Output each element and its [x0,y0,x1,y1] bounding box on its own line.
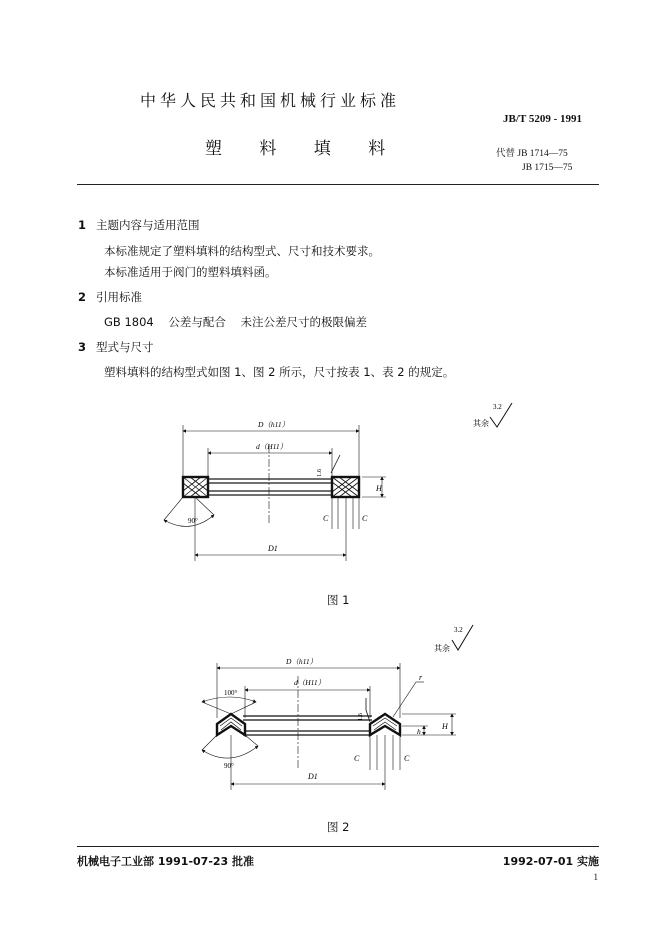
section-2-heading: 2 引用标准 [78,290,142,304]
document-title: 塑 料 填 料 [205,139,402,159]
figure-2-caption: 图 2 [327,820,350,834]
roughness-value: 3.2 [493,403,502,411]
paragraph-scope: 本标准规定了塑料填料的结构型式、尺寸和技术要求。 [104,244,380,258]
roughness-other-label: 其余 [434,644,450,653]
dim-D1-label: D1 [268,544,278,553]
standard-organization: 中华人民共和国机械行业标准 [140,91,401,110]
dim-d-label: d（H11） [256,442,288,451]
paragraph-application: 本标准适用于阀门的塑料填料函。 [104,265,277,279]
approval-line: 机械电子工业部 1991-07-23 批准 [77,855,255,868]
section-right [370,714,400,735]
surface-value: 1.6 [316,468,323,477]
chamfer-left-label: C [354,754,360,763]
paragraph-types: 塑料填料的结构型式如图 1、图 2 所示，尺寸按表 1、表 2 的规定。 [104,365,455,379]
section-left [217,714,245,735]
chamfer-right-label: C [404,754,410,763]
section-3-heading: 3 型式与尺寸 [78,340,154,354]
figure-1-caption: 图 1 [327,593,350,607]
figure-1-drawing [150,395,550,570]
page-number: 1 [593,872,598,882]
angle-bottom-label: 90° [224,762,234,770]
replaces-block [496,147,572,175]
header-rule [77,184,599,185]
replaces-item-1: JB 1714—75 [517,149,568,159]
roughness-symbol-2 [434,625,473,653]
radius-label: r [419,673,423,682]
roughness-value: 3.2 [454,626,463,634]
angle-top-label: 100° [224,689,238,697]
paragraph-reference: GB 1804 公差与配合 未注公差尺寸的极限偏差 [104,315,367,329]
footer-rule [77,846,599,847]
section-right [332,477,359,497]
surface-finish-1 [316,455,340,477]
replaces-item-2: JB 1715—75 [522,163,573,173]
section-left [183,477,208,497]
dim-H-label: H [376,484,382,493]
chamfer-left-label: C [323,514,329,523]
dim-H-label: H [442,722,448,731]
dim-h-label: h [417,727,421,736]
section-1-heading: 1 主题内容与适用范围 [78,218,200,232]
figure-2-drawing [190,618,490,808]
dim-d-label: d（H11） [294,678,326,687]
angle-label: 90° [188,517,198,525]
standard-number: JB/T 5209 - 1991 [503,113,582,125]
roughness-symbol-1 [473,403,512,428]
surface-value: 1.6 [357,712,364,721]
replaces-label: 代替 [496,148,516,159]
roughness-other-label: 其余 [473,419,489,428]
surface-finish-2 [357,698,370,722]
dim-D1-label: D1 [308,772,318,781]
dim-D-label: D（h11） [258,420,290,429]
chamfer-right-label: C [362,514,368,523]
implementation-line: 1992-07-01 实施 [502,855,599,868]
dim-D-label: D（h11） [286,657,318,666]
